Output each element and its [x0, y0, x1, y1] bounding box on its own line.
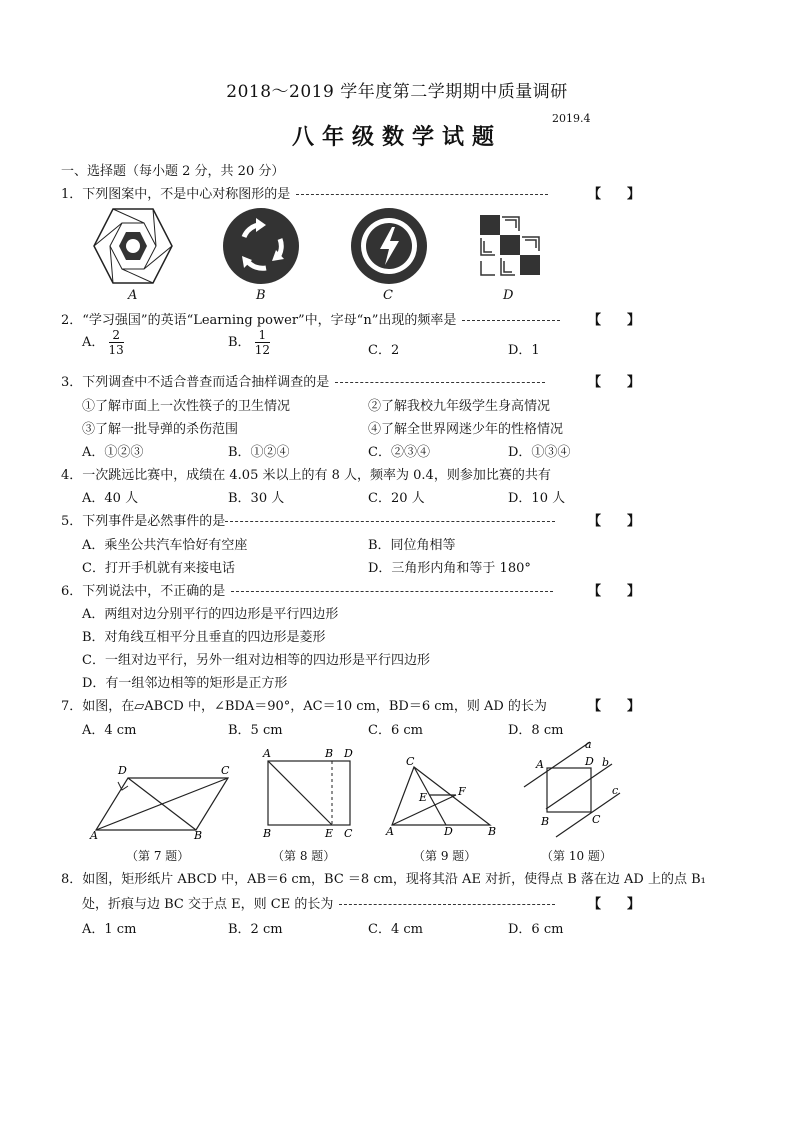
- figure-q9-triangle: [384, 755, 504, 843]
- question-2-text: 2．“学习强国”的英语“Learning power”中，字母“n”出现的频率是: [61, 313, 457, 328]
- point-label: A: [90, 829, 98, 842]
- denominator: 13: [108, 343, 124, 357]
- dash-leader: [225, 521, 555, 522]
- figure-recycle-circle-icon: [222, 207, 300, 285]
- figure-q7-parallelogram: [88, 742, 238, 842]
- exam-date: 2019.4: [552, 112, 591, 125]
- dash-leader: [296, 194, 548, 195]
- point-label: B: [263, 827, 272, 840]
- denominator: 12: [254, 343, 270, 357]
- answer-bracket-8: 【 】: [588, 897, 641, 912]
- q2-option-d: D．1: [508, 343, 540, 358]
- q5-option-a: A．乘坐公共汽车恰好有空座: [82, 538, 248, 553]
- question-1-text: 1．下列图案中，不是中心对称图形的是: [61, 187, 291, 202]
- q8-option-a: A．1 cm: [82, 922, 137, 937]
- answer-bracket-3: 【 】: [588, 375, 641, 390]
- q3-option-d: D．①③④: [508, 445, 571, 460]
- subject-title: 八年级数学试题: [291, 124, 502, 150]
- point-label: E: [325, 827, 334, 840]
- point-label: D: [585, 755, 594, 768]
- point-label: A: [386, 825, 394, 838]
- q4-option-c: C．20 人: [368, 491, 425, 506]
- figure-checker-stairs-icon: [477, 213, 543, 279]
- numerator: 2: [112, 328, 120, 342]
- point-label: C: [344, 827, 353, 840]
- dash-leader: [462, 320, 560, 321]
- question-5-text: 5．下列事件是必然事件的是: [61, 514, 226, 529]
- line-label: a: [585, 738, 592, 751]
- q2-option-b: [228, 328, 270, 357]
- answer-bracket-5: 【 】: [588, 514, 641, 529]
- answer-bracket-6: 【 】: [588, 584, 641, 599]
- question-8-stem-cont: [82, 893, 561, 912]
- answer-bracket-1: 【 】: [588, 187, 641, 202]
- question-8-text-cont: 处，折痕与边 BC 交于点 E，则 CE 的长为: [82, 897, 334, 912]
- q7-option-c: C．6 cm: [368, 723, 423, 738]
- question-8-stem: 8．如图，矩形纸片 ABCD 中，AB＝6 cm，BC ＝8 cm，现将其沿 AE 对折，使得点 B 落在边 AD 上的点 B₁: [61, 872, 706, 887]
- q7-option-d: D．8 cm: [508, 723, 564, 738]
- q2-option-c: C．2: [368, 343, 400, 358]
- question-4-stem: 4．一次跳远比赛中，成绩在 4.05 米以上的有 8 人，频率为 0.4，则参加比赛的共有: [61, 468, 551, 483]
- line-label: c: [612, 784, 619, 797]
- q3-item-1: ①了解市面上一次性筷子的卫生情况: [82, 399, 291, 414]
- q3-item-3: ③了解一批导弹的杀伤范围: [82, 422, 239, 437]
- q1-option-d: D: [503, 288, 514, 303]
- answer-bracket-7: 【 】: [588, 699, 641, 714]
- point-label: C: [221, 764, 230, 777]
- question-3-stem: [61, 371, 551, 390]
- q2-option-a: [82, 328, 124, 357]
- q8-option-b: B．2 cm: [228, 922, 283, 937]
- line-label: b: [602, 756, 610, 769]
- q3-item-2: ②了解我校九年级学生身高情况: [368, 399, 551, 414]
- q2-option-a-label: A．: [82, 335, 105, 350]
- figure-q8-rectangle: [257, 742, 367, 842]
- point-label: B: [541, 815, 550, 828]
- dash-leader: [231, 591, 553, 592]
- q5-option-c: C．打开手机就有来接电话: [82, 561, 235, 576]
- q4-option-a: A．40 人: [82, 491, 139, 506]
- answer-bracket-2: 【 】: [588, 313, 641, 328]
- point-label: D: [444, 825, 453, 838]
- caption-fig10: （第 10 题）: [541, 849, 612, 863]
- question-5-stem: [61, 510, 561, 529]
- q5-option-b: B．同位角相等: [368, 538, 456, 553]
- point-label: A: [263, 747, 271, 760]
- q6-option-b: B．对角线互相平分且垂直的四边形是菱形: [82, 630, 326, 645]
- caption-fig8: （第 8 题）: [272, 849, 336, 863]
- numerator: 1: [258, 328, 267, 342]
- dash-leader: [335, 382, 545, 383]
- question-1-stem: [61, 183, 554, 202]
- q4-option-d: D．10 人: [508, 491, 566, 506]
- point-label: D: [118, 764, 127, 777]
- q1-option-b: B: [256, 288, 266, 303]
- point-label: C: [592, 813, 601, 826]
- q7-option-a: A．4 cm: [82, 723, 137, 738]
- point-label: B: [325, 747, 334, 760]
- caption-fig7: （第 7 题）: [126, 849, 190, 863]
- fraction: [109, 328, 124, 357]
- q3-item-4: ④了解全世界网迷少年的性格情况: [368, 422, 564, 437]
- point-label: A: [536, 758, 544, 771]
- q8-option-d: D．6 cm: [508, 922, 564, 937]
- caption-fig9: （第 9 题）: [413, 849, 477, 863]
- question-2-stem: [61, 309, 566, 328]
- q5-option-d: D．三角形内角和等于 180°: [368, 561, 531, 576]
- figure-hexagon-icon: [92, 206, 174, 286]
- q7-option-b: B．5 cm: [228, 723, 283, 738]
- q2-option-b-label: B．: [228, 335, 251, 350]
- q6-option-c: C．一组对边平行，另外一组对边相等的四边形是平行四边形: [82, 653, 430, 668]
- point-label: C: [406, 755, 415, 768]
- q8-option-c: C．4 cm: [368, 922, 423, 937]
- point-label: B: [488, 825, 497, 838]
- q1-option-a: A: [128, 288, 138, 303]
- q6-option-a: A．两组对边分别平行的四边形是平行四边形: [82, 607, 339, 622]
- question-6-stem: [61, 580, 559, 599]
- q6-option-d: D．有一组邻边相等的矩形是正方形: [82, 676, 288, 691]
- exam-title: 2018～2019 学年度第二学期期中质量调研: [226, 82, 568, 102]
- q4-option-b: B．30 人: [228, 491, 285, 506]
- figure-lightning-circle-icon: [350, 207, 428, 285]
- figure-q10-parallel-lines: [520, 737, 630, 847]
- q3-option-a: A．①②③: [82, 445, 144, 460]
- fraction: [255, 328, 270, 357]
- q1-option-c: C: [383, 288, 393, 303]
- question-6-text: 6．下列说法中，不正确的是: [61, 584, 226, 599]
- q3-option-c: C．②③④: [368, 445, 430, 460]
- point-label: E: [419, 791, 428, 804]
- dash-leader: [339, 904, 555, 905]
- point-label: B: [194, 829, 203, 842]
- point-label: D: [344, 747, 353, 760]
- point-label: F: [458, 785, 466, 798]
- section-title: 一、选择题（每小题 2 分，共 20 分）: [61, 164, 285, 179]
- question-7-stem: 7．如图，在▱ABCD 中，∠BDA＝90°，AC＝10 cm，BD＝6 cm，则 AD 的长为: [61, 699, 547, 714]
- q3-option-b: B．①②④: [228, 445, 290, 460]
- question-3-text: 3．下列调查中不适合普查而适合抽样调查的是: [61, 375, 330, 390]
